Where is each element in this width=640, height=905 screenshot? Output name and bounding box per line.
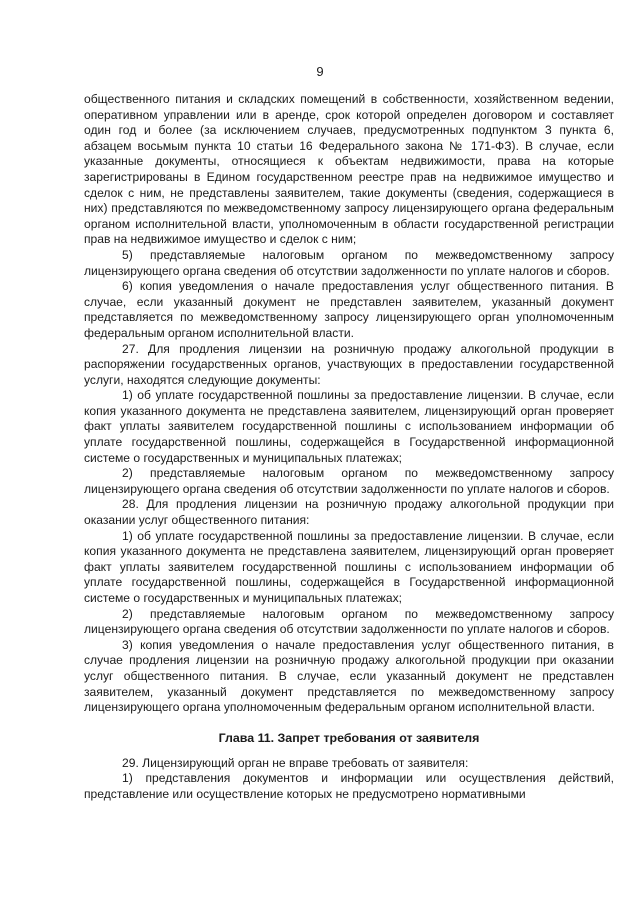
paragraph: 6) копия уведомления о начале предоставления услуг общественного питания. В случае, если указанный документ не представлен заявителем, указанный документ представляется по межведомственному запросу лицензирующего орган уполномоченным федеральным органом исполнительной власти. (84, 279, 614, 340)
paragraph: 27. Для продления лицензии на розничную продажу алкогольной продукции в распоряжении государственных органов, участвующих в предоставлении государственной услуги, находятся следующие документы: (84, 341, 614, 387)
paragraph: 1) об уплате государственной пошлины за предоставление лицензии. В случае, если копия указанного документа не представлена заявителем, лицензирующий орган проверяет факт уплаты заявителем государственной пошлины с использованием информации об уплате государственной пошлины, содержащейся в Государственной информационной системе о государственных и муниципальных платежах; (84, 388, 614, 465)
paragraph: 3) копия уведомления о начале предоставления услуг общественного питания, в случае продления лицензии на розничную продажу алкогольной продукции при оказании услуг общественного питания. В случае, если указанный документ не представлен заявителем, указанный документ представляется по межведомственному запросу лицензирующего органа уполномоченным федеральным органом исполнительной власти. (84, 637, 614, 715)
paragraph: 29. Лицензирующий орган не вправе требовать от заявителя: (122, 755, 469, 770)
paragraph: 28. Для продления лицензии на розничную продажу алкогольной продукции при оказании услуг общественного питания: (84, 497, 614, 528)
paragraph: 5) представляемые налоговым органом по межведомственному запросу лицензирующего органа сведения об отсутствии задолженности по уплате налогов и сборов. (84, 247, 614, 278)
paragraph: 2) представляемые налоговым органом по межведомственному запросу лицензирующего органа сведения об отсутствии задолженности по уплате налогов и сборов. (84, 606, 614, 637)
document-body (84, 92, 614, 803)
paragraph: общественного питания и складских помещений в собственности, хозяйственном ведении, оперативном управлении или в аренде, срок которой определен договором и составляет один год и более (за исключением случаев, предусмотренных подпунктом 3 пункта 6, абзацем восьмым пункта 10 статьи 16 Федерального закона № 171-ФЗ). В случае, если указанные документы, относящиеся к объектам недвижимости, права на которые зарегистрированы в Едином государственном реестре прав на недвижимое имущество и сделок с ним, не представлены заявителем, такие документы (сведения, содержащиеся в них) представляются по межведомственному запросу лицензирующего органа федеральным органом исполнительной власти, уполномоченным в области государственной регистрации прав на недвижимое имущество и сделок с ним; (84, 92, 614, 247)
paragraph: 2) представляемые налоговым органом по межведомственному запросу лицензирующего органа сведения об отсутствии задолженности по уплате налогов и сборов. (84, 466, 614, 496)
page-number: 9 (316, 64, 324, 79)
paragraph: 1) представления документов и информации или осуществления действий, представление или осуществление которых не предусмотрено нормативными (84, 771, 614, 801)
chapter-heading: Глава 11. Запрет требования от заявителя (218, 730, 480, 745)
paragraph: 1) об уплате государственной пошлины за предоставление лицензии. В случае, если копия указанного документа не представлена заявителем, лицензирующий орган проверяет факт уплаты заявителем государственной пошлины с использованием информации об уплате государственной пошлины, содержащейся в Государственной информационной системе о государственных и муниципальных платежах; (84, 528, 614, 605)
